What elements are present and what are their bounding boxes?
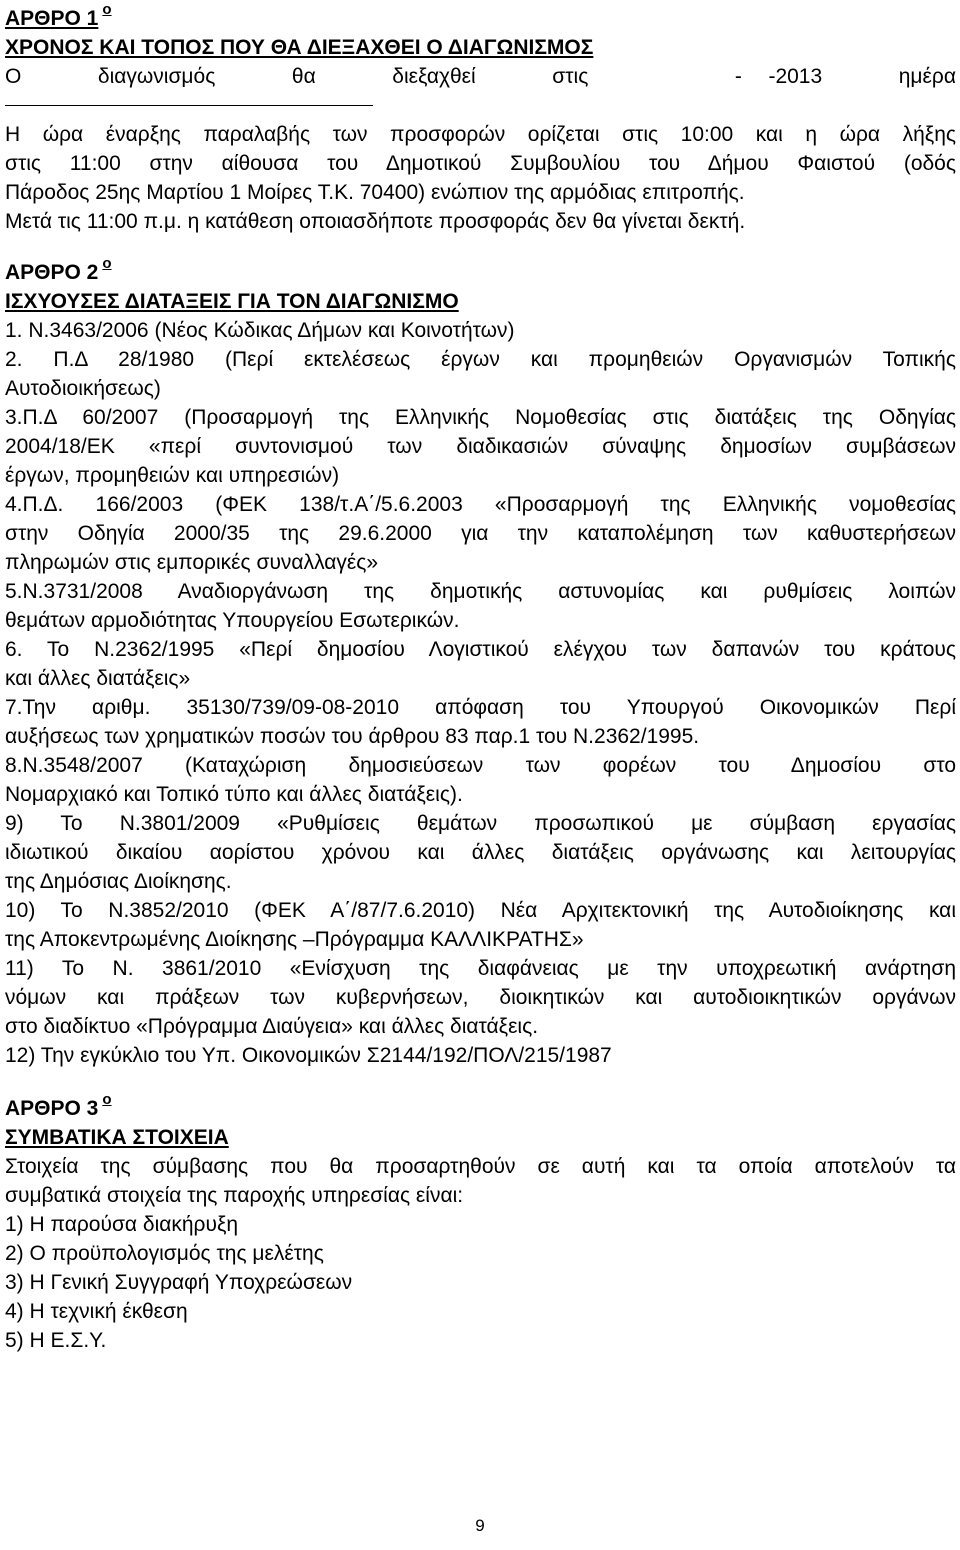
article-3-title: ΣΥΜΒΑΤΙΚΑ ΣΤΟΙΧΕΙΑ [5,1126,229,1149]
paragraph-line: αυξήσεως των χρηματικών ποσών του άρθρου 83 παρ.1 του Ν.2362/1995. [5,725,700,748]
article-1-title: ΧΡΟΝΟΣ ΚΑΙ ΤΟΠΟΣ ΠΟΥ ΘΑ ΔΙΕΞΑΧΘΕΙ Ο ΔΙΑΓΩΝΙΣΜΟΣ [5,36,594,59]
date-word: Ο [5,65,22,88]
paragraph-line: 10) Το Ν.3852/2010 (ΦΕΚ Α΄/87/7.6.2010) Νέα Αρχιτεκτονική της Αυτοδιοίκησης και [5,899,956,922]
paragraph-line: 9) Το Ν.3801/2009 «Ρυθμίσεις θεμάτων προσωπικού με σύμβαση εργασίας [5,812,956,835]
date-word: -2013 [768,65,823,88]
paragraph-line: 1) Η παρούσα διακήρυξη [5,1213,239,1236]
paragraph-line: 12) Την εγκύκλιο του Υπ. Οικονομικών Σ2144/192/ΠΟΛ/215/1987 [5,1044,612,1067]
article-1-heading [5,1,956,33]
paragraph-line: 3) Η Γενική Συγγραφή Υποχρεώσεων [5,1271,353,1294]
paragraph-line: Η ώρα έναρξης παραλαβής των προσφορών ορίζεται στις 10:00 και η ώρα λήξης [5,123,956,146]
paragraph-line: της Δημόσιας Διοίκησης. [5,870,232,893]
paragraph-line: στην Οδηγία 2000/35 της 29.6.2000 για την καταπολέμηση των καθυστερήσεων [5,522,956,545]
paragraph-line: 6. Το Ν.2362/1995 «Περί δημοσίου Λογιστικού ελέγχου των δαπανών του κράτους [5,638,956,661]
paragraph-line: έργων, προμηθειών και υπηρεσιών) [5,464,340,487]
article-1-ordinal: ο [102,1,112,18]
paragraph-line: Στοιχεία της σύμβασης που θα προσαρτηθούν σε αυτή και τα οποία αποτελούν τα [5,1155,956,1178]
paragraph-line: 2) Ο προϋπολογισμός της μελέτης [5,1242,324,1265]
paragraph-line: Νομαρχιακό και Τοπικό τύπο και άλλες διατάξεις). [5,783,463,806]
paragraph-line: 1. Ν.3463/2006 (Νέος Κώδικας Δήμων και Κοινοτήτων) [5,319,515,342]
paragraph-line: συμβατικά στοιχεία της παροχής υπηρεσίας είναι: [5,1184,464,1207]
paragraph-line: Μετά τις 11:00 π.μ. η κατάθεση οποιασδήποτε προσφοράς δεν θα γίνεται δεκτή. [5,210,746,233]
paragraph-line: 3.Π.Δ 60/2007 (Προσαρμογή της Ελληνικής Νομοθεσίας στις διατάξεις της Οδηγίας [5,406,956,429]
article-2-ordinal: ο [102,255,112,272]
date-word: διεξαχθεί [392,65,476,88]
paragraph-line: 11) Το Ν. 3861/2010 «Ενίσχυση της διαφάνειας με την υποχρεωτική ανάρτηση [5,957,956,980]
article-1-date-line [5,62,956,91]
spacer [5,236,956,258]
blank-underline [5,91,956,120]
spacer [5,1070,956,1094]
paragraph-line: στις 11:00 στην αίθουσα του Δημοτικού Συμβουλίου του Δήμου Φαιστού (οδός [5,152,956,175]
article-3-ordinal: ο [102,1091,112,1108]
paragraph-line: και άλλες διατάξεις» [5,667,191,690]
paragraph-line: 2004/18/ΕΚ «περί συντονισμού των διαδικασιών σύναψης δημοσίων συμβάσεων [5,435,956,458]
date-word: - [734,65,742,88]
paragraph-line: 4.Π.Δ. 166/2003 (ΦΕΚ 138/τ.Α΄/5.6.2003 «Προσαρμογή της Ελληνικής νομοθεσίας [5,493,956,516]
article-1-label: ΑΡΘΡΟ 1 [5,7,99,30]
paragraph-line: 5) Η Ε.Σ.Υ. [5,1329,107,1352]
article-2-title: ΙΣΧΥΟΥΣΕΣ ΔΙΑΤΑΞΕΙΣ ΓΙΑ ΤΟΝ ΔΙΑΓΩΝΙΣΜΟ [5,290,459,313]
paragraph-line: στο διαδίκτυο «Πρόγραμμα Διαύγεια» και άλλες διατάξεις. [5,1015,539,1038]
date-word: ημέρα [898,65,956,88]
paragraph-line: της Αποκεντρωμένης Διοίκησης –Πρόγραμμα ΚΑΛΛΙΚΡΑΤΗΣ» [5,928,584,951]
paragraph-line: 2. Π.Δ 28/1980 (Περί εκτελέσεως έργων και προμηθειών Οργανισμών Τοπικής [5,348,956,371]
paragraph-line: Αυτοδιοικήσεως) [5,377,161,400]
paragraph-line: 4) Η τεχνική έκθεση [5,1300,188,1323]
date-word: θα [291,65,316,88]
paragraph-line: 5.Ν.3731/2008 Αναδιοργάνωση της δημοτικής αστυνομίας και ρυθμίσεις λοιπών [5,580,956,603]
paragraph-line: ιδιωτικού δικαίου αορίστου χρόνου και άλλες διατάξεις οργάνωσης και λειτουργίας [5,841,956,864]
paragraph-line: νόμων και πράξεων των κυβερνήσεων, διοικητικών και αυτοδιοικητικών οργάνων [5,986,956,1009]
document-page [5,1,956,1355]
page-number: 9 [475,1516,485,1535]
article-2-body [5,316,956,1070]
article-3-label: ΑΡΘΡΟ 3 [5,1097,99,1120]
paragraph-line: 8.Ν.3548/2007 (Καταχώριση δημοσιεύσεων των φορέων του Δημοσίου στο [5,754,956,777]
article-3-heading [5,1091,956,1123]
paragraph-line: θεμάτων αρμοδιότητας Υπουργείου Εσωτερικών. [5,609,460,632]
date-word: διαγωνισμός [97,65,216,88]
paragraph-line: Πάροδος 25ης Μαρτίου 1 Μοίρες Τ.Κ. 70400) ενώπιον της αρμόδιας επιτροπής. [5,181,745,204]
date-word: στις [552,65,589,88]
article-2-label: ΑΡΘΡΟ 2 [5,261,99,284]
article-3-body [5,1152,956,1355]
article-2-heading [5,255,956,287]
paragraph-line: πληρωμών στις εμπορικές συναλλαγές» [5,551,379,574]
paragraph-line: 7.Την αριθμ. 35130/739/09-08-2010 απόφαση του Υπουργού Οικονομικών Περί [5,696,956,719]
